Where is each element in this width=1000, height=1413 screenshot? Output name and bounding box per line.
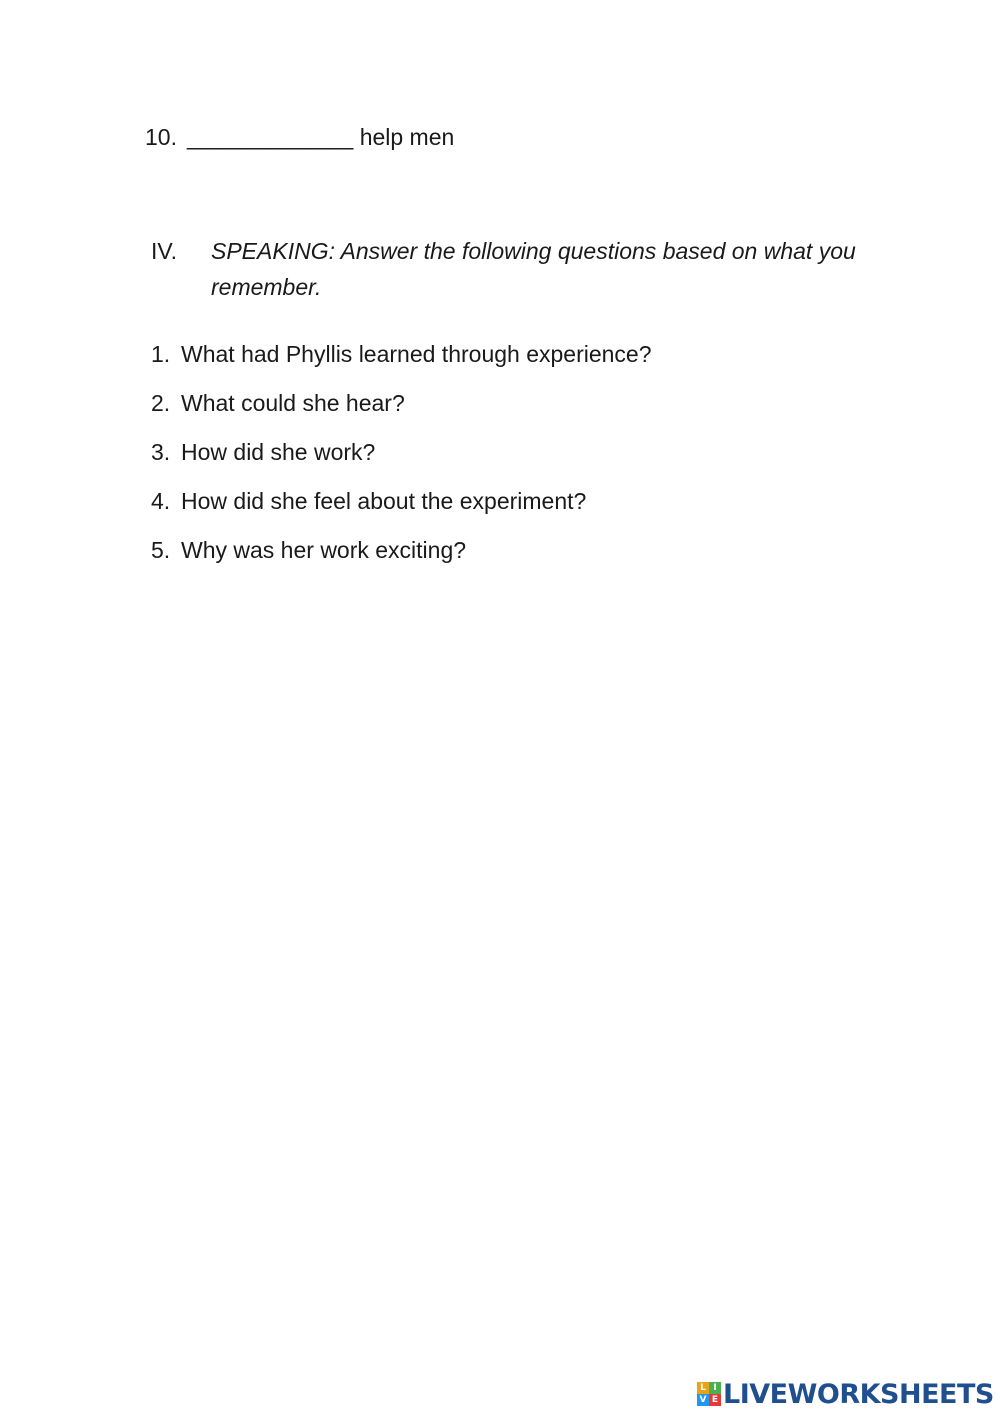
question-text: What could she hear? (181, 390, 405, 416)
question-text: How did she work? (181, 439, 376, 465)
question-number: 5. (151, 537, 171, 563)
badge-letter: V (697, 1394, 709, 1406)
question-text: Why was her work exciting? (181, 537, 467, 563)
liveworksheets-badge-icon (697, 1382, 721, 1406)
question-list (151, 339, 652, 584)
answer-blank[interactable]: _____________ (187, 124, 354, 150)
badge-letter: I (709, 1382, 721, 1394)
question-number: 2. (151, 390, 171, 416)
list-item (151, 535, 652, 584)
question-number: 1. (151, 341, 171, 367)
question-number: 3. (151, 439, 171, 465)
question-text: What had Phyllis learned through experience? (181, 341, 652, 367)
list-item (151, 339, 652, 388)
badge-letter: L (697, 1382, 709, 1394)
badge-letter: E (709, 1394, 721, 1406)
question-number: 4. (151, 488, 171, 514)
question-text: How did she feel about the experiment? (181, 488, 587, 514)
fill-in-item-10 (145, 122, 454, 152)
item-text: help men (359, 124, 455, 150)
list-item (151, 388, 652, 437)
section-instruction: SPEAKING: Answer the following questions based on what you remember. (211, 238, 856, 300)
list-item (151, 437, 652, 486)
item-number: 10. (145, 124, 177, 150)
logo-wordmark: LIVEWORKSHEETS (723, 1378, 994, 1410)
section-numeral: IV. (151, 238, 178, 264)
liveworksheets-logo (697, 1376, 994, 1412)
list-item (151, 486, 652, 535)
